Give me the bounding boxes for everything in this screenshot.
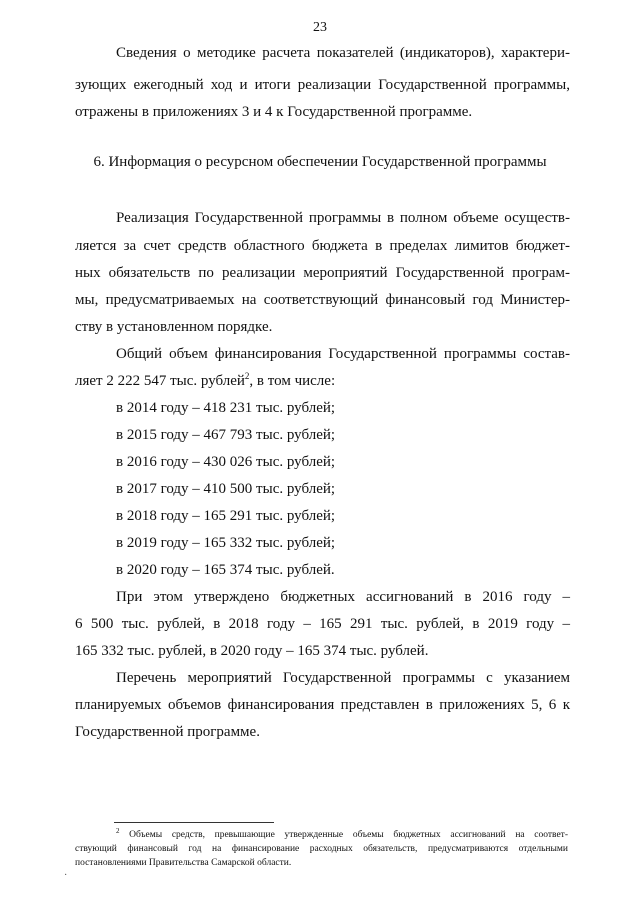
section-heading: 6. Информация о ресурсном обеспечении Государственной программы	[93, 154, 547, 170]
para3-line1: Общий объем финансирования Государственной программы состав-	[116, 346, 570, 362]
para4-line2: 6 500 тыс. рублей, в 2018 году – 165 291 тыс. рублей, в 2019 году –	[75, 616, 570, 632]
year-item-2020: в 2020 году – 165 374 тыс. рублей.	[116, 562, 335, 578]
year-item-2017: в 2017 году – 410 500 тыс. рублей;	[116, 481, 336, 497]
footnote-ref: 2	[244, 371, 250, 381]
footnote-line1-text: Объемы средств, превышающие утвержденные объемы бюджетных ассигнований на соответ-	[119, 830, 568, 840]
para5-line2: планируемых объемов финансирования представлен в приложениях 5, 6 к	[75, 697, 570, 713]
year-item-2014: в 2014 году – 418 231 тыс. рублей;	[116, 400, 336, 416]
para4-line3: 165 332 тыс. рублей, в 2020 году – 165 374 тыс. рублей.	[75, 643, 429, 659]
para2-line2: ляется за счет средств областного бюджета в пределах лимитов бюджет-	[75, 238, 570, 254]
footnote-line2: ствующий финансовый год на финансирование расходных обязательств, предусматриваются отдельными	[75, 844, 568, 854]
year-item-2016: в 2016 году – 430 026 тыс. рублей;	[116, 454, 336, 470]
total-tail-text: , в том числе:	[249, 373, 336, 389]
para2-line5: ству в установленном порядке.	[75, 319, 273, 335]
footnote-separator	[114, 822, 274, 823]
para2-line3: ных обязательств по реализации мероприятий Государственной програм-	[75, 265, 570, 281]
para2-line1: Реализация Государственной программы в полном объеме осуществ-	[116, 210, 570, 226]
year-item-2015: в 2015 году – 467 793 тыс. рублей;	[116, 427, 336, 443]
year-item-2019: в 2019 году – 165 332 тыс. рублей;	[116, 535, 336, 551]
page-number: 23	[313, 20, 327, 35]
para2-line4: мы, предусматриваемых на соответствующий финансовый год Министер-	[75, 292, 570, 308]
margin-mark: ·	[64, 870, 68, 881]
footnote-line3: постановлениями Правительства Самарской области.	[75, 858, 292, 868]
para5-line3: Государственной программе.	[75, 724, 260, 740]
total-amount-text: ляет 2 222 547 тыс. рублей	[75, 373, 245, 389]
para1-line3: отражены в приложениях 3 и 4 к Государственной программе.	[75, 104, 473, 120]
para3-line2	[75, 372, 335, 390]
year-item-2018: в 2018 году – 165 291 тыс. рублей;	[116, 508, 336, 524]
footnote-number: 2	[116, 826, 120, 835]
para1-line1: Сведения о методике расчета показателей (индикаторов), характери-	[116, 45, 570, 61]
para4-line1: При этом утверждено бюджетных ассигнований в 2016 году –	[116, 589, 570, 605]
para1-line2: зующих ежегодный ход и итоги реализации Государственной программы,	[75, 77, 570, 93]
para5-line1: Перечень мероприятий Государственной программы с указанием	[116, 670, 570, 686]
footnote-line1	[116, 826, 568, 841]
